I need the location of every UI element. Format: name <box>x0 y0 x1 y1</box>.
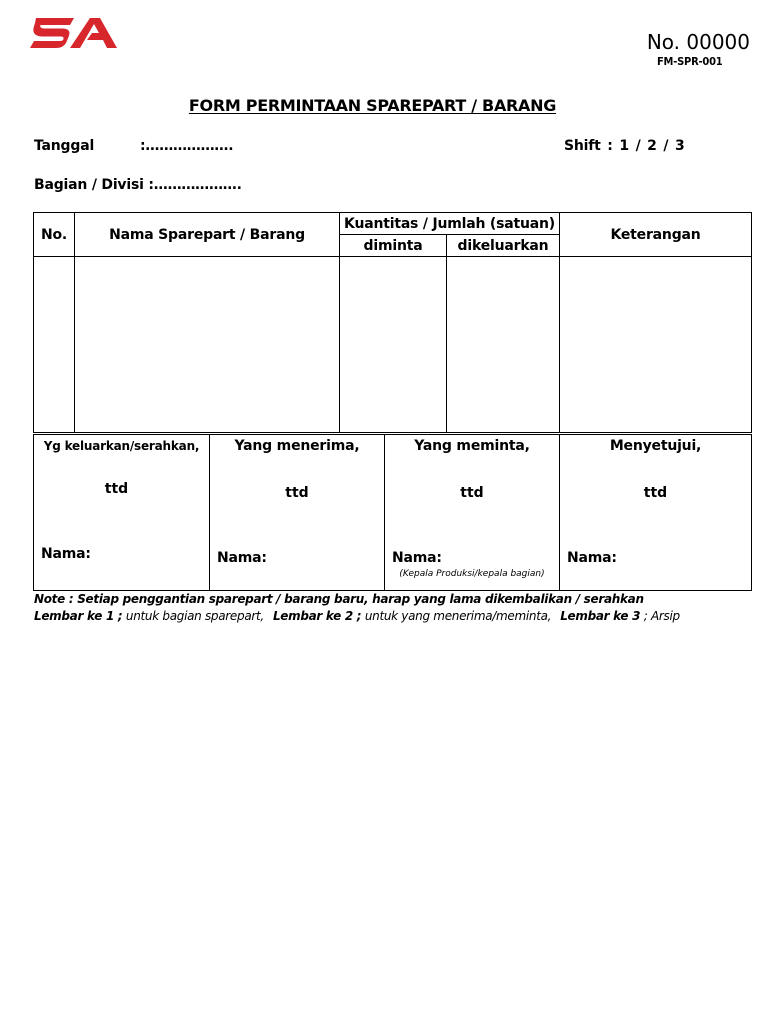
signature-note: (Kepala Produksi/kepala bagian) <box>399 569 545 579</box>
cell-diminta[interactable] <box>340 257 447 433</box>
form-title: FORM PERMINTAAN SPAREPART / BARANG <box>188 96 557 115</box>
signature-heading: Menyetujui, <box>609 438 702 454</box>
signature-table <box>33 434 752 591</box>
logo-letter-a <box>70 18 117 48</box>
signature-name-label: Nama: <box>217 550 267 566</box>
signature-heading: Yang meminta, <box>414 438 530 454</box>
signature-name-label: Nama: <box>567 550 617 566</box>
signature-heading: Yg keluarkan/serahkan, <box>43 439 200 453</box>
signature-box-menyetujui[interactable] <box>560 435 752 591</box>
col-header-kuantitas: Kuantitas / Jumlah (satuan) <box>340 213 560 235</box>
signature-box-keluarkan[interactable] <box>34 435 210 591</box>
lembar-3-label: Lembar ke 3 <box>560 609 641 623</box>
col-header-keterangan: Keterangan <box>560 213 752 257</box>
col-header-diminta: diminta <box>340 235 447 257</box>
tanggal-label: Tanggal <box>34 138 95 154</box>
col-header-no: No. <box>34 213 75 257</box>
bagian-divisi-field[interactable]: Bagian / Divisi :………………. <box>34 177 242 193</box>
cell-keterangan[interactable] <box>560 257 752 433</box>
signature-ttd: ttd <box>285 485 309 501</box>
cell-no[interactable] <box>34 257 75 433</box>
note-line: Note : Setiap penggantian sparepart / barang baru, harap yang lama dikembalikan / serahkan <box>34 592 644 606</box>
items-table <box>33 212 752 433</box>
signature-heading: Yang menerima, <box>234 438 360 454</box>
table-row <box>34 257 752 433</box>
signature-name-label: Nama: <box>392 550 442 566</box>
lembar-line <box>34 609 680 623</box>
lembar-2-label: Lembar ke 2 ; <box>272 609 362 623</box>
signature-ttd: ttd <box>104 481 129 497</box>
document-code: FM-SPR-001 <box>657 55 723 68</box>
lembar-1-label: Lembar ke 1 ; <box>34 609 123 623</box>
shift-selector[interactable]: Shift : 1 / 2 / 3 <box>564 138 685 154</box>
signature-box-menerima[interactable] <box>210 435 385 591</box>
signature-box-meminta[interactable] <box>385 435 560 591</box>
document-number: No. 00000 <box>646 30 750 54</box>
cell-nama[interactable] <box>75 257 340 433</box>
tanggal-value[interactable]: :………………. <box>140 138 234 154</box>
col-header-nama: Nama Sparepart / Barang <box>75 213 340 257</box>
lembar-1-text: untuk bagian sparepart, <box>122 609 264 623</box>
lembar-2-text: untuk yang menerima/meminta, <box>361 609 552 623</box>
cell-dikeluarkan[interactable] <box>447 257 560 433</box>
signature-ttd: ttd <box>460 485 484 501</box>
col-header-dikeluarkan: dikeluarkan <box>447 235 560 257</box>
signature-ttd: ttd <box>643 485 668 501</box>
lembar-3-text: ; Arsip <box>640 609 680 623</box>
signature-name-label: Nama: <box>41 546 91 562</box>
sa-logo <box>30 16 118 50</box>
logo-letter-s <box>30 18 74 48</box>
